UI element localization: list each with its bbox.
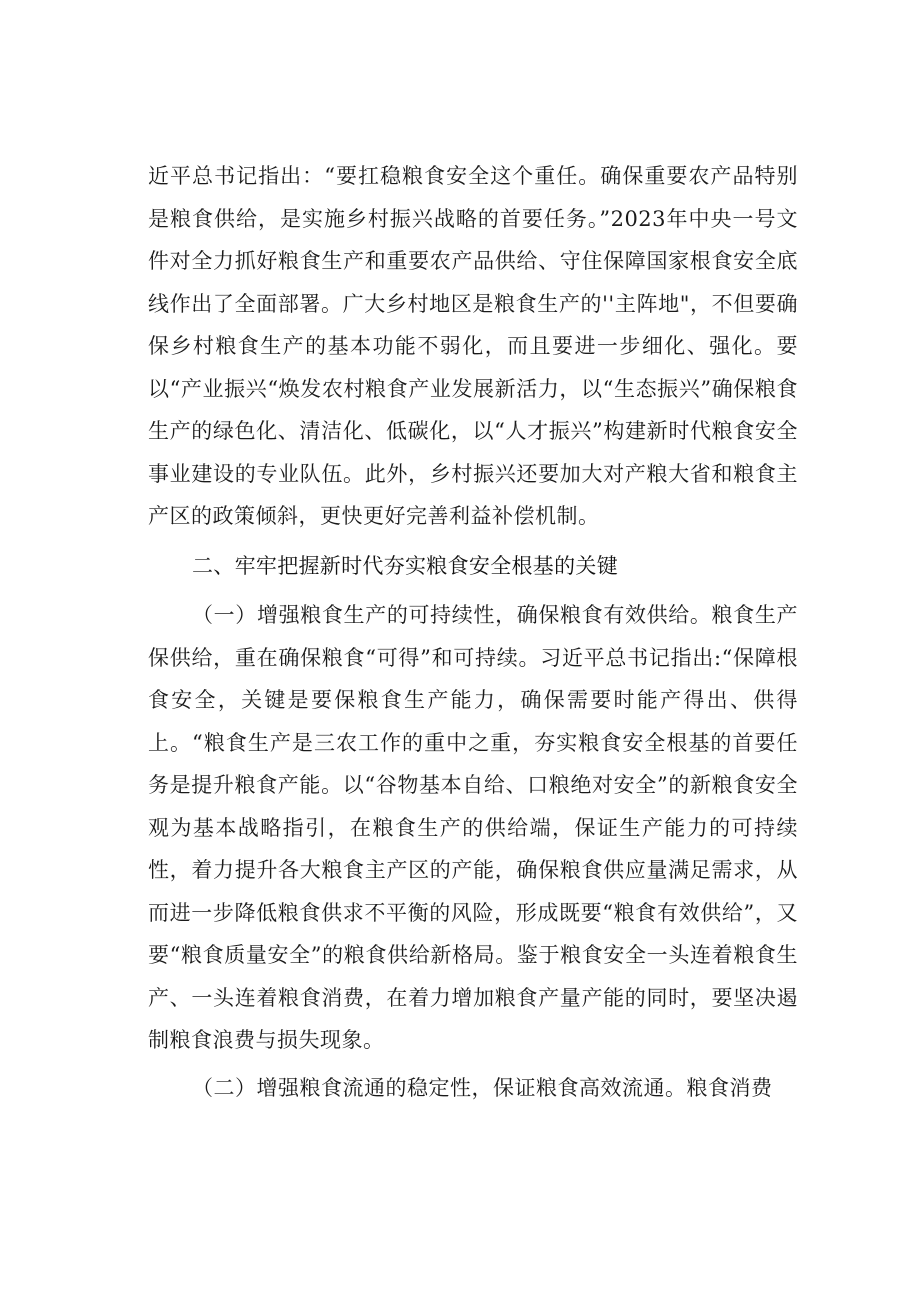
document-body (148, 155, 798, 1109)
body-paragraph-1: 近平总书记指出：“要扛稳粮食安全这个重任。确保重要农产品特别是粮食供给，是实施乡村振兴战略的首要任务。”2023年中央一号文件对全力抓好粮食生产和重要农产品供给、守住保障国家根食安全底线作出了全面部署。广大乡村地区是粮食生产的''主阵地"，不但要确保乡村粮食生产的基本功能不弱化，而且要进一步细化、强化。要以“产业振兴“焕发农村粮食产业发展新活力，以“生态振兴”确保粮食生产的绿色化、清洁化、低碳化，以“人才振兴”构建新时代粮食安全事业建设的专业队伍。此外，乡村振兴还要加大对产粮大省和粮食主产区的政策倾斜，更快更好完善利益补偿机制。 (148, 164, 798, 528)
body-paragraph-2: （一）增强粮食生产的可持续性，确保粮食有效供给。粮食生产保供给，重在确保粮食“可得”和可持续。习近平总书记指出:“保障根食安全，关键是要保粮食生产能力，确保需要时能产得出、供得上。“粮食生产是三农工作的重中之重，夯实粮食安全根基的首要任务是提升粮食产能。以“谷物基本自给、口粮绝对安全”的新粮食安全观为基本战略指引，在粮食生产的供给端，保证生产能力的可持续性，着力提升各大粮食主产区的产能，确保粮食供应量满足需求，从而进一步降低粮食供求不平衡的风险，形成既要“粮食有效供给”，又要“粮食质量安全”的粮食供给新格局。鉴于粮食安全一头连着粮食生产、一头连着粮食消费，在着力增加粮食产量产能的同时，要坚决遏制粮食浪费与损失现象。 (148, 603, 798, 1052)
section-heading-2: 二、牢牢把握新时代夯实粮食安全根基的关键 (192, 553, 618, 578)
body-paragraph-3: （二）增强粮食流通的稳定性，保证粮食高效流通。粮食消费 (192, 1075, 773, 1100)
